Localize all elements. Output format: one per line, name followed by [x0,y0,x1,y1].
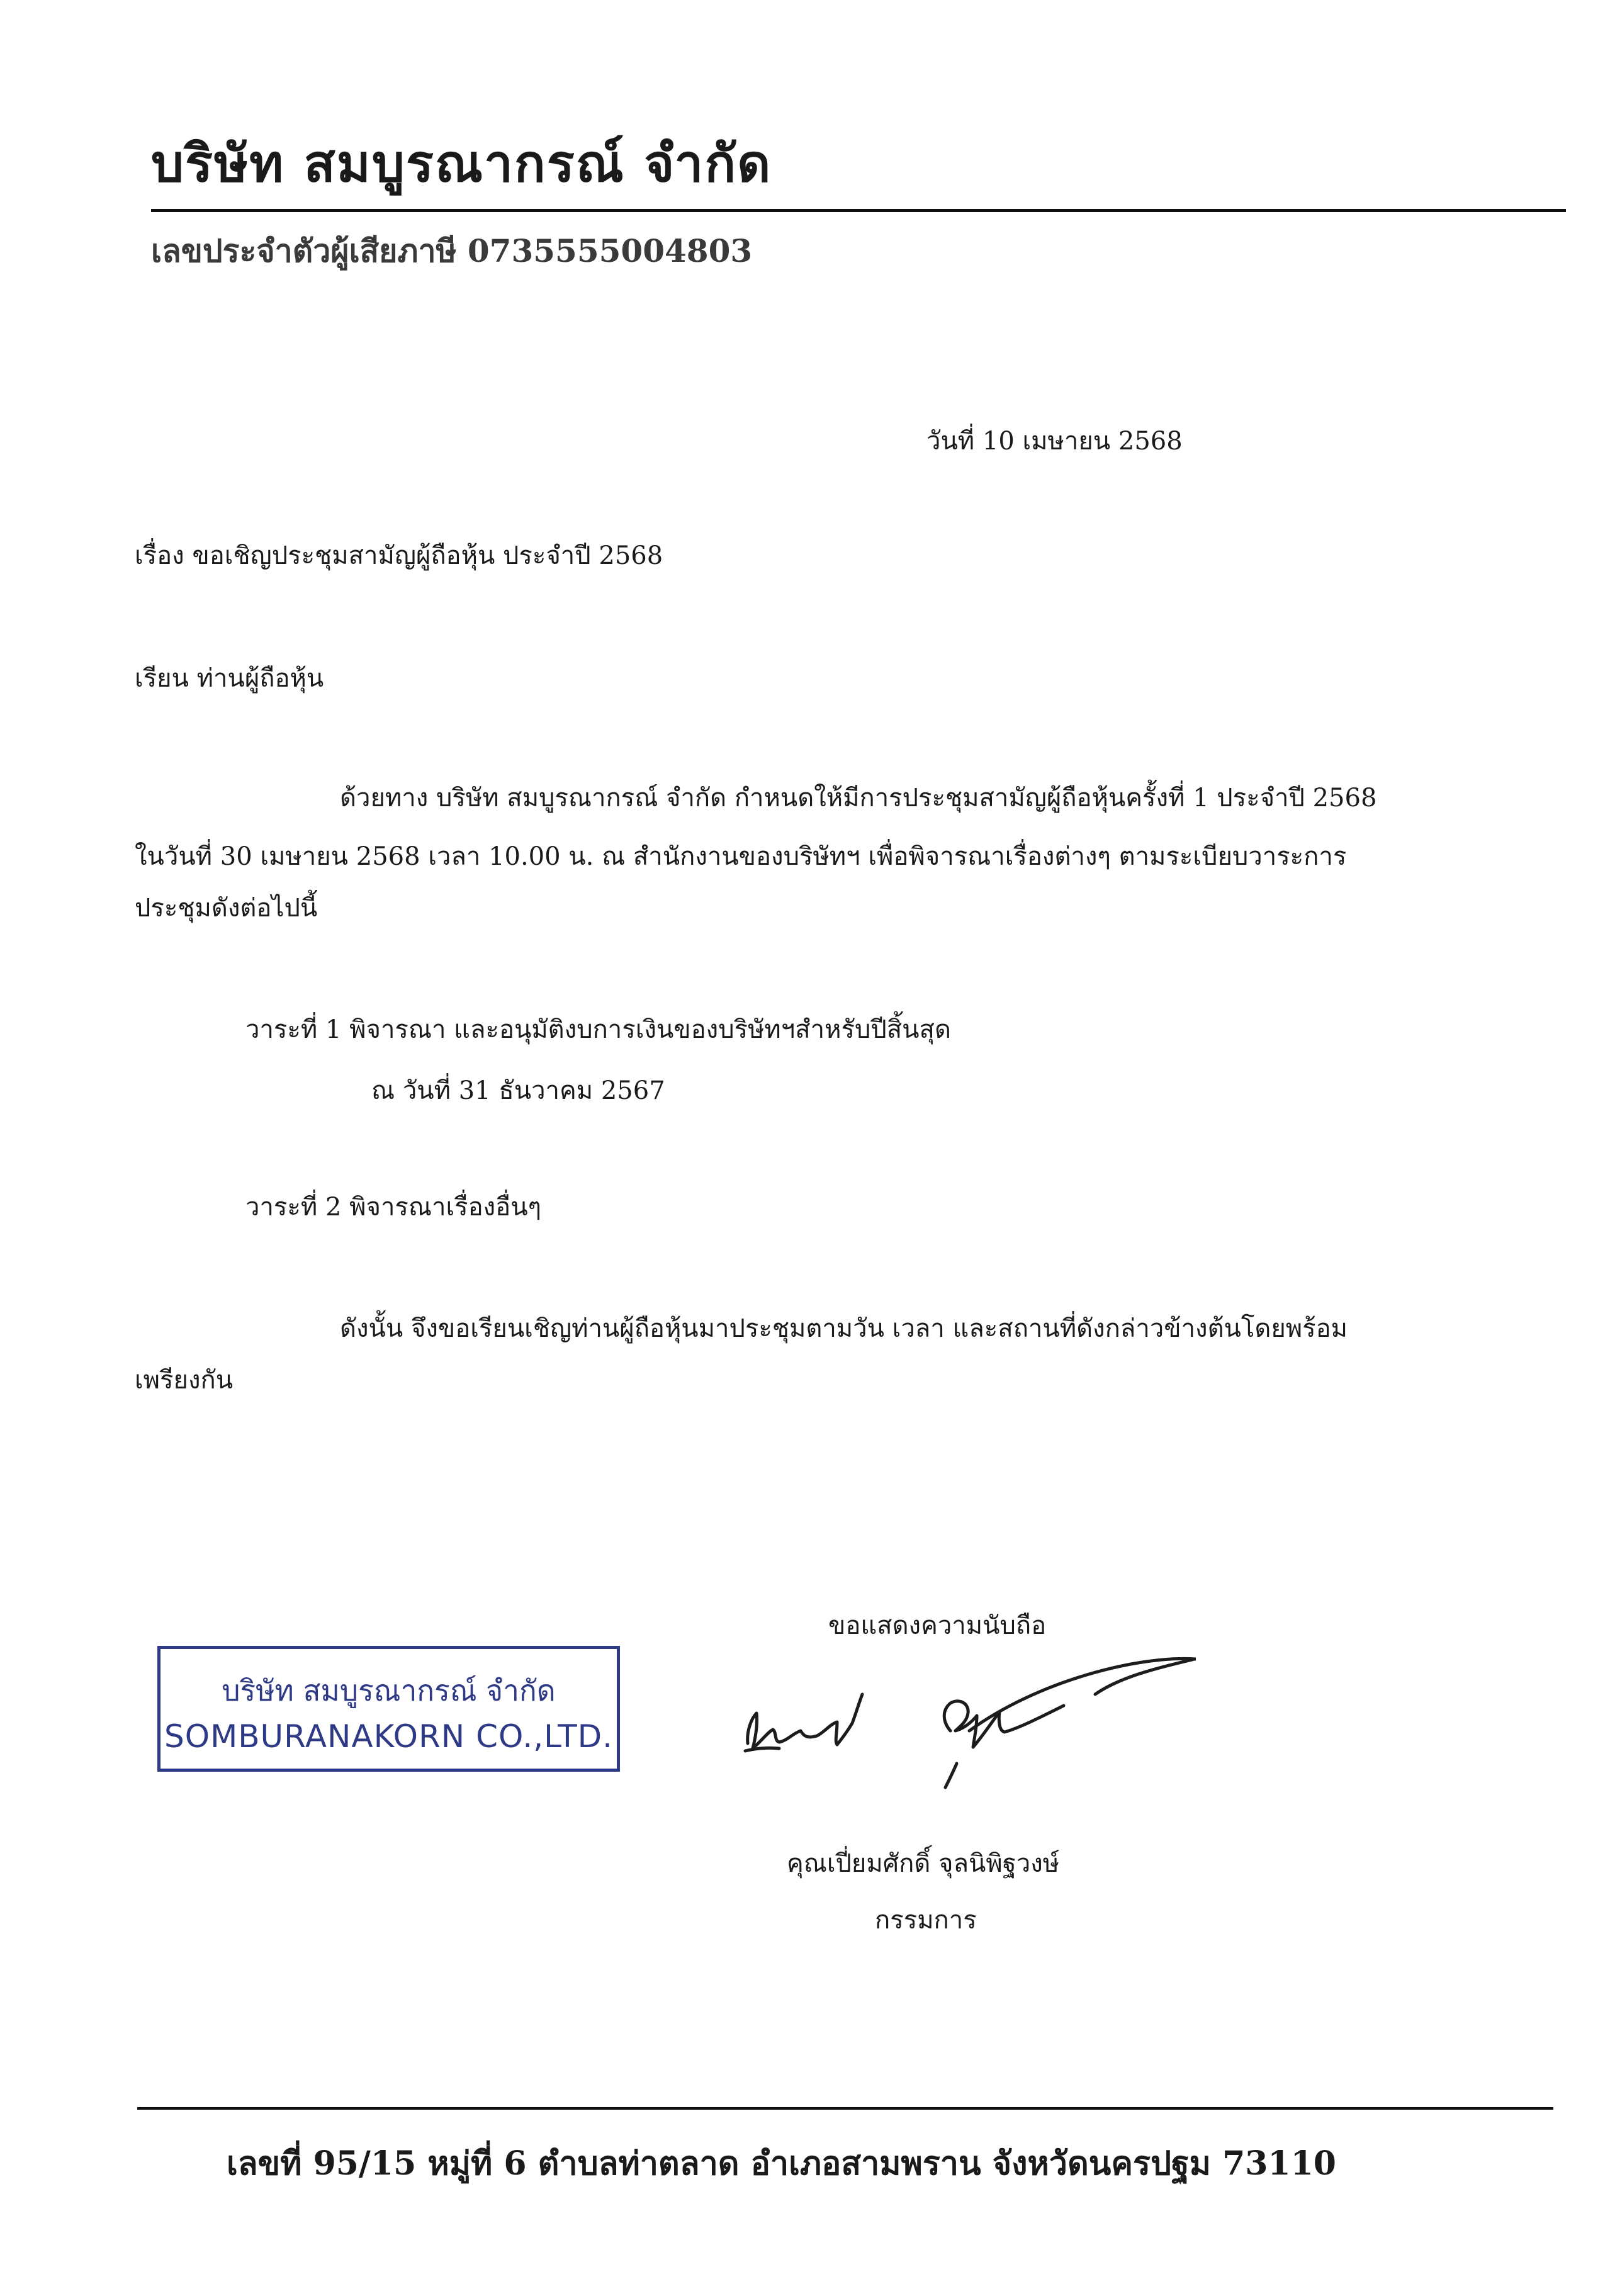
header-divider [151,209,1566,212]
letter-subject: เรื่อง ขอเชิญประชุมสามัญผู้ถือหุ้น ประจำปี 2568 [135,541,663,570]
letter-date: วันที่ 10 เมษายน 2568 [926,427,1183,456]
stamp-english-name: SOMBURANAKORN CO.,LTD. [164,1718,614,1755]
paragraph1-line2: ในวันที่ 30 เมษายน 2568 เวลา 10.00 น. ณ สำนักงานของบริษัทฯ เพื่อพิจารณาเรื่องต่างๆ ตามระเบียบวาระการ [135,842,1347,871]
paragraph2-line1: ดังนั้น จึงขอเรียนเชิญท่านผู้ถือหุ้นมาประชุมตามวัน เวลา และสถานที่ดังกล่าวข้างต้นโดยพร้อม [340,1314,1348,1343]
letter-salutation: เรียน ท่านผู้ถือหุ้น [135,664,324,693]
paragraph2-line2: เพรียงกัน [135,1366,234,1395]
signer-title: กรรมการ [875,1906,977,1935]
agenda-item-2: วาระที่ 2 พิจารณาเรื่องอื่นๆ [245,1193,542,1222]
agenda-item-1-line1: วาระที่ 1 พิจารณา และอนุมัติงบการเงินของบริษัทฯสำหรับปีสิ้นสุด [245,1015,951,1044]
company-name-heading: บริษัท สมบูรณากรณ์ จำกัด [151,133,772,194]
signer-name: คุณเปี่ยมศักดิ์ จุลนิพิฐวงษ์ [787,1849,1060,1878]
footer-address: เลขที่ 95/15 หมู่ที่ 6 ตำบลท่าตลาด อำเภอสามพราน จังหวัดนครปฐม 73110 [227,2144,1336,2183]
paragraph1-line1: ด้วยทาง บริษัท สมบูรณากรณ์ จำกัด กำหนดให้มีการประชุมสามัญผู้ถือหุ้นครั้งที่ 1 ประจำปี 2568 [340,784,1377,813]
company-stamp [157,1646,620,1772]
stamp-thai-name: บริษัท สมบูรณากรณ์ จำกัด [222,1674,556,1708]
handwritten-signature [743,1599,1196,1806]
footer-divider [137,2107,1553,2110]
tax-id-line: เลขประจำตัวผู้เสียภาษี 0735555004803 [151,232,753,269]
agenda-item-1-line2: ณ วันที่ 31 ธันวาคม 2567 [371,1076,665,1105]
closing-phrase: ขอแสดงความนับถือ [828,1611,1047,1640]
paragraph1-line3: ประชุมดังต่อไปนี้ [135,894,318,923]
